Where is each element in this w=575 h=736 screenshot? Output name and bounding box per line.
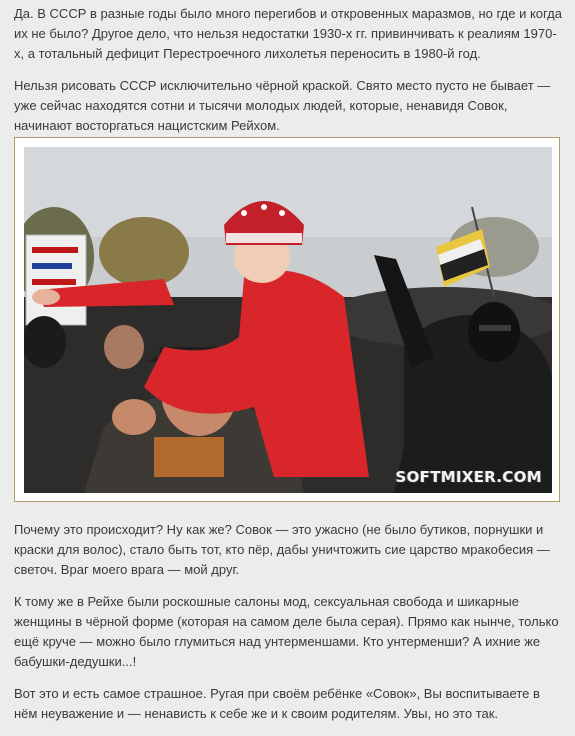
intro-paragraph-2: Нельзя рисовать СССР исключительно чёрной краской. Свято место пусто не бывает — уже сейчас находятся сотни и тысячи молодых людей, которые, ненавидя Совок, начинают восторгаться нацистским Рейхом. [14,78,551,133]
body-paragraph-2: К тому же в Рейхе были роскошные салоны мод, сексуальная свобода и шикарные женщины в чёрной форме (которая на самом деле была серая). Прямо как нынче, только ещё круче — можно было глумиться над унтерменшами. Кто унтерменши? А ихние же бабушки-дедушки...! [14,594,559,669]
body-paragraph-1: Почему это происходит? Ну как же? Совок — это ужасно (не было бутиков, порнушки и краски для волос), стало быть тот, кто пёр, дабы уничтожить сие царство мракобесия — светоч. Враг моего врага — мой друг. [14,522,550,577]
article-intro [14,4,562,148]
photo-frame [14,137,560,502]
intro-paragraph-1: Да. В СССР в разные годы было много перегибов и откровенных маразмов, но где и когда их не было? Другое дело, что нельзя недостатки 1930-х гг. привинчивать к реалиям 1970-х, а тотальный дефицит Перестроечного лихолетья переносить в 1980-й год. [14,6,562,61]
body-paragraph-3: Вот это и есть самое страшное. Ругая при своём ребёнке «Совок», Вы воспитываете в нём неуважение и — ненависть к себе же и к своим родителям. Увы, но это так. [14,686,540,721]
rally-photo-illustration [24,147,552,493]
rally-photo [24,147,552,493]
watermark-text: SOFTMIXER.COM [395,468,542,486]
article-body [14,520,562,736]
